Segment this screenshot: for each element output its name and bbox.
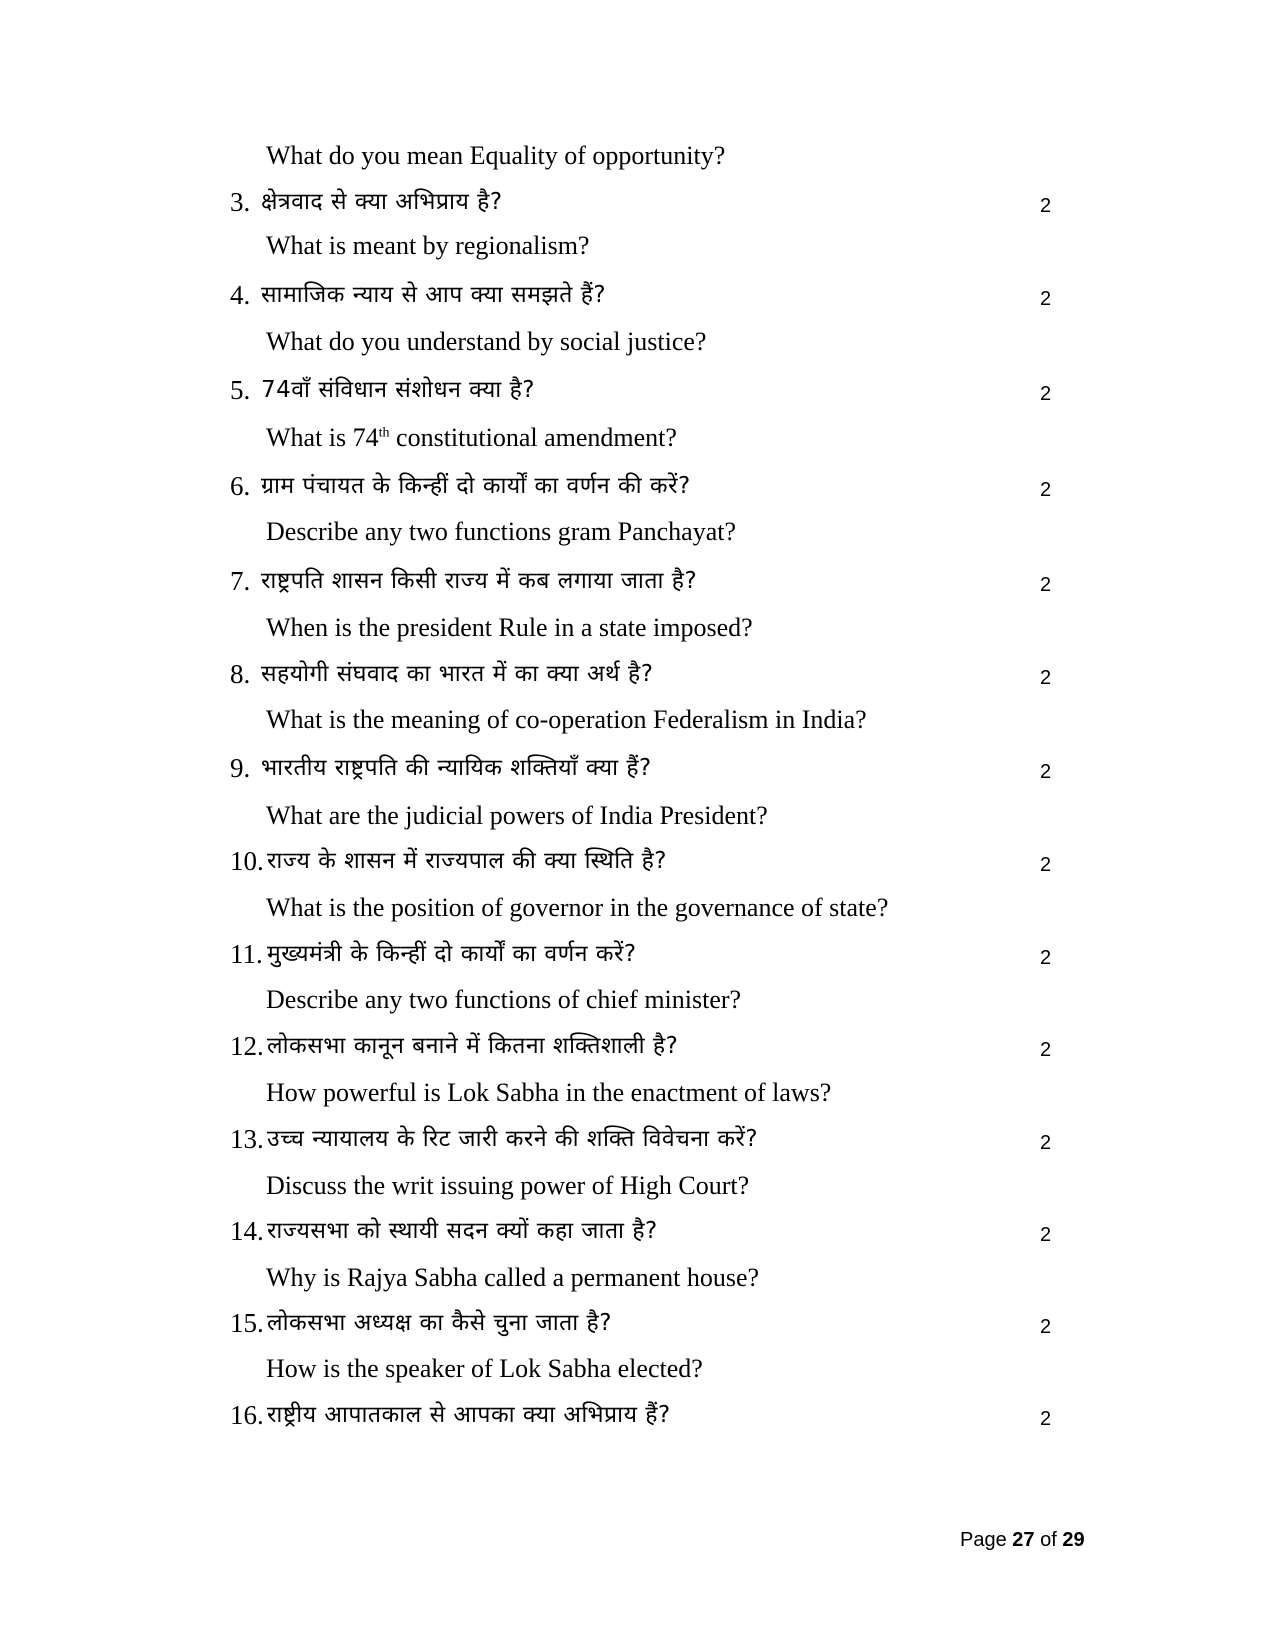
hindi-text: राष्ट्रीय आपातकाल से आपका क्या अभिप्राय हैं?: [267, 1402, 671, 1428]
hindi-text: ग्राम पंचायत के किन्हीं दो कार्यों का वर्णन की करें?: [261, 473, 691, 499]
question-14-hindi: [0, 1209, 1275, 1253]
marks: 2: [1040, 854, 1052, 876]
of-word: of: [1040, 1529, 1057, 1551]
top-english-line: [0, 134, 1275, 178]
hindi-text: राष्ट्रपति शासन किसी राज्य में कब लगाया जाता है?: [261, 568, 698, 594]
question-4-english: [0, 320, 1275, 364]
english-text: What are the judicial powers of India President?: [266, 801, 768, 830]
question-5-english: [0, 416, 1275, 460]
hindi-text: 74वॉं संविधान संशोधन क्या है?: [261, 377, 535, 403]
marks: 2: [1040, 383, 1052, 405]
question-6-hindi: [0, 464, 1275, 508]
question-number: 14.: [230, 1216, 264, 1246]
page-number: 27: [1012, 1529, 1035, 1551]
question-13-hindi: [0, 1117, 1275, 1161]
english-text: What is the position of governor in the governance of state?: [266, 893, 889, 922]
superscript-th: th: [378, 425, 390, 441]
question-3-english: [0, 224, 1275, 268]
hindi-text: उच्च न्यायालय के रिट जारी करने की शक्ति विवेचना करें?: [267, 1126, 759, 1152]
marks: 2: [1040, 574, 1052, 596]
english-text: What is the meaning of co-operation Federalism in India?: [266, 705, 867, 734]
english-text: Describe any two functions gram Panchayat?: [266, 517, 737, 546]
hindi-text: मुख्यमंत्री के किन्हीं दो कार्यों का वर्णन करें?: [267, 941, 637, 967]
english-text: How is the speaker of Lok Sabha elected?: [266, 1354, 703, 1383]
marks: 2: [1040, 479, 1052, 501]
marks: 2: [1040, 761, 1052, 783]
english-text-part: What is 74: [266, 423, 379, 452]
english-text: When is the president Rule in a state imposed?: [266, 613, 753, 642]
english-text: Discuss the writ issuing power of High Court?: [266, 1171, 750, 1200]
english-text: Describe any two functions of chief minister?: [266, 985, 742, 1014]
question-number: 11.: [230, 939, 263, 969]
question-number: 13.: [230, 1124, 264, 1154]
marks: 2: [1040, 667, 1052, 689]
hindi-text: लोकसभा अध्यक्ष का कैसे चुना जाता है?: [267, 1310, 612, 1336]
question-number: 10.: [230, 846, 264, 876]
question-9-hindi: [0, 746, 1275, 790]
marks: 2: [1040, 947, 1052, 969]
marks: 2: [1040, 1408, 1052, 1430]
question-9-english: [0, 794, 1275, 838]
question-16-hindi: [0, 1393, 1275, 1437]
marks: 2: [1040, 1132, 1052, 1154]
question-10-hindi: [0, 839, 1275, 883]
question-7-english: [0, 606, 1275, 650]
question-13-english: [0, 1164, 1275, 1208]
question-number: 9.: [230, 753, 251, 783]
marks: 2: [1040, 1316, 1052, 1338]
question-5-hindi: [0, 368, 1275, 412]
question-12-hindi: [0, 1024, 1275, 1068]
english-text: What do you mean Equality of opportunity?: [266, 141, 726, 170]
question-8-english: [0, 698, 1275, 742]
question-10-english: [0, 886, 1275, 930]
question-number: 4.: [230, 280, 251, 310]
question-number: 16.: [230, 1400, 264, 1430]
page-footer: [960, 1525, 1085, 1555]
english-text-part: constitutional amendment?: [389, 423, 677, 452]
marks: 2: [1040, 1224, 1052, 1246]
hindi-text: सहयोगी संघवाद का भारत में का क्या अर्थ है?: [261, 661, 654, 687]
english-text: How powerful is Lok Sabha in the enactment of laws?: [266, 1078, 832, 1107]
hindi-text: लोकसभा कानून बनाने में कितना शक्तिशाली है?: [267, 1033, 679, 1059]
question-number: 6.: [230, 471, 251, 501]
question-7-hindi: [0, 559, 1275, 603]
question-14-english: [0, 1256, 1275, 1300]
question-number: 15.: [230, 1308, 264, 1338]
page-total: 29: [1062, 1529, 1085, 1551]
question-11-english: [0, 978, 1275, 1022]
question-11-hindi: [0, 932, 1275, 976]
question-4-hindi: [0, 273, 1275, 317]
question-number: 5.: [230, 375, 251, 405]
marks: 2: [1040, 195, 1052, 217]
marks: 2: [1040, 288, 1052, 310]
question-number: 8.: [230, 659, 251, 689]
page-word: Page: [960, 1529, 1007, 1551]
question-6-english: [0, 510, 1275, 554]
question-15-hindi: [0, 1301, 1275, 1345]
question-12-english: [0, 1071, 1275, 1115]
english-text: What do you understand by social justice?: [266, 327, 707, 356]
hindi-text: भारतीय राष्ट्रपति की न्यायिक शक्तियाँ क्या हैं?: [261, 755, 652, 781]
hindi-text: क्षेत्रवाद से क्या अभिप्राय है?: [261, 189, 503, 215]
hindi-text: राज्य के शासन में राज्यपाल की क्या स्थिति है?: [267, 848, 668, 874]
english-text: What is meant by regionalism?: [266, 231, 590, 260]
english-text: Why is Rajya Sabha called a permanent house?: [266, 1263, 760, 1292]
question-15-english: [0, 1347, 1275, 1391]
marks: 2: [1040, 1039, 1052, 1061]
question-number: 12.: [230, 1031, 264, 1061]
question-3-hindi: [0, 180, 1275, 224]
hindi-text: राज्यसभा को स्थायी सदन क्यों कहा जाता है?: [267, 1218, 658, 1244]
question-number: 3.: [230, 187, 251, 217]
hindi-text: सामाजिक न्याय से आप क्या समझते हैं?: [261, 282, 607, 308]
english-text: [266, 416, 677, 460]
question-8-hindi: [0, 652, 1275, 696]
question-number: 7.: [230, 566, 251, 596]
